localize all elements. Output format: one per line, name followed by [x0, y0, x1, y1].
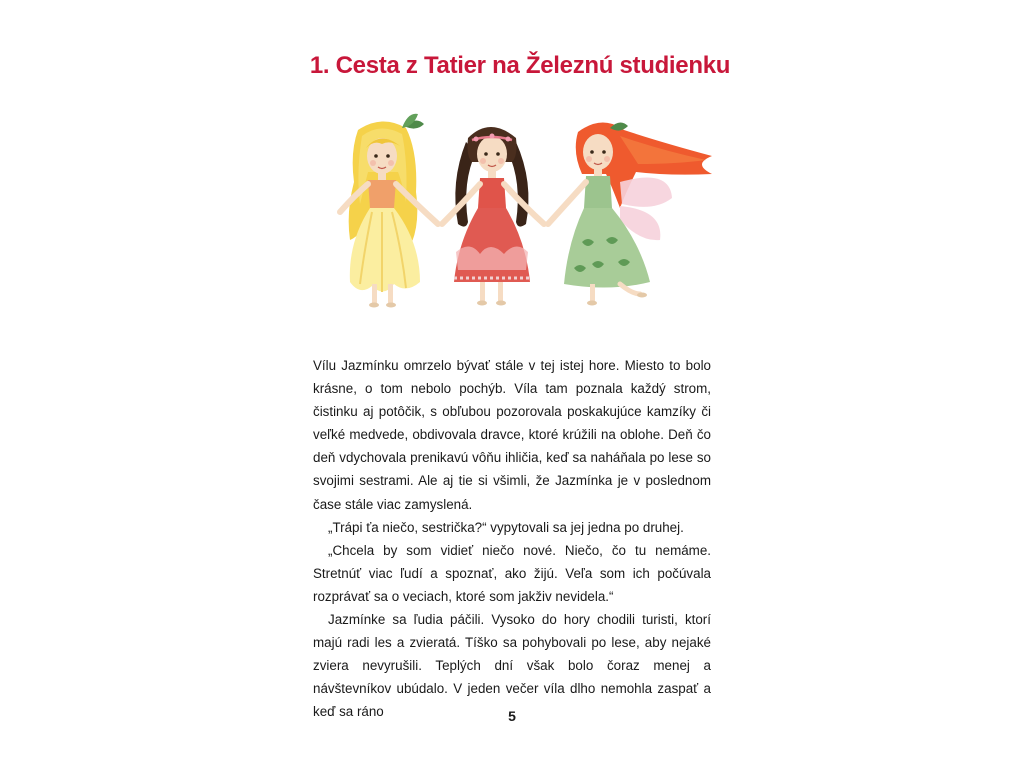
paragraph: „Trápi ťa niečo, sestrička?“ vypytovali sa jej jedna po druhej.	[328, 519, 684, 535]
three-fairies-image	[320, 112, 730, 312]
brunette-fairy	[442, 127, 544, 306]
chapter-body-text	[313, 354, 711, 724]
redhead-fairy	[548, 122, 712, 305]
paragraph: Vílu Jazmínku omrzelo bývať stále v tej istej hore. Miesto to bolo krásne, o tom nebolo pochýb. Víla tam poznala každý strom, čistinku aj potôčik, s obľubou pozorovala poskakujúce kamzíky či veľké medvede, obdivovala dravce, ktoré krúžili na oblohe. Deň čo deň vdychovala prenikavú vôňu ihličia, keď sa naháňala po lese so svojimi sestrami. Ale aj tie si všimli, že Jazmínka je v poslednom čase stále viac zamyslená.	[313, 358, 711, 512]
blonde-fairy	[340, 114, 438, 308]
fairies-illustration	[320, 112, 730, 312]
paragraph: „Chcela by som vidieť niečo nové. Niečo, čo tu nemáme. Stretnúť viac ľudí a spoznať, ako žijú. Veľa som ich počúvala rozprávať sa o veciach, ktoré som jakživ nevidela.“	[313, 542, 711, 604]
chapter-title: 1. Cesta z Tatier na Železnú studienku	[309, 52, 731, 79]
page-number: 5	[508, 708, 516, 724]
paragraph: Jazmínke sa ľudia páčili. Vysoko do hory chodili turisti, ktorí majú radi les a zvieratá. Tíško sa pohybovali po lese, aby nejaké zviera nevyrušili. Teplých dní však bolo čoraz menej a návštevníkov ubúdalo. V jeden večer víla dlho nemohla zaspať a keď sa ráno	[313, 612, 711, 720]
